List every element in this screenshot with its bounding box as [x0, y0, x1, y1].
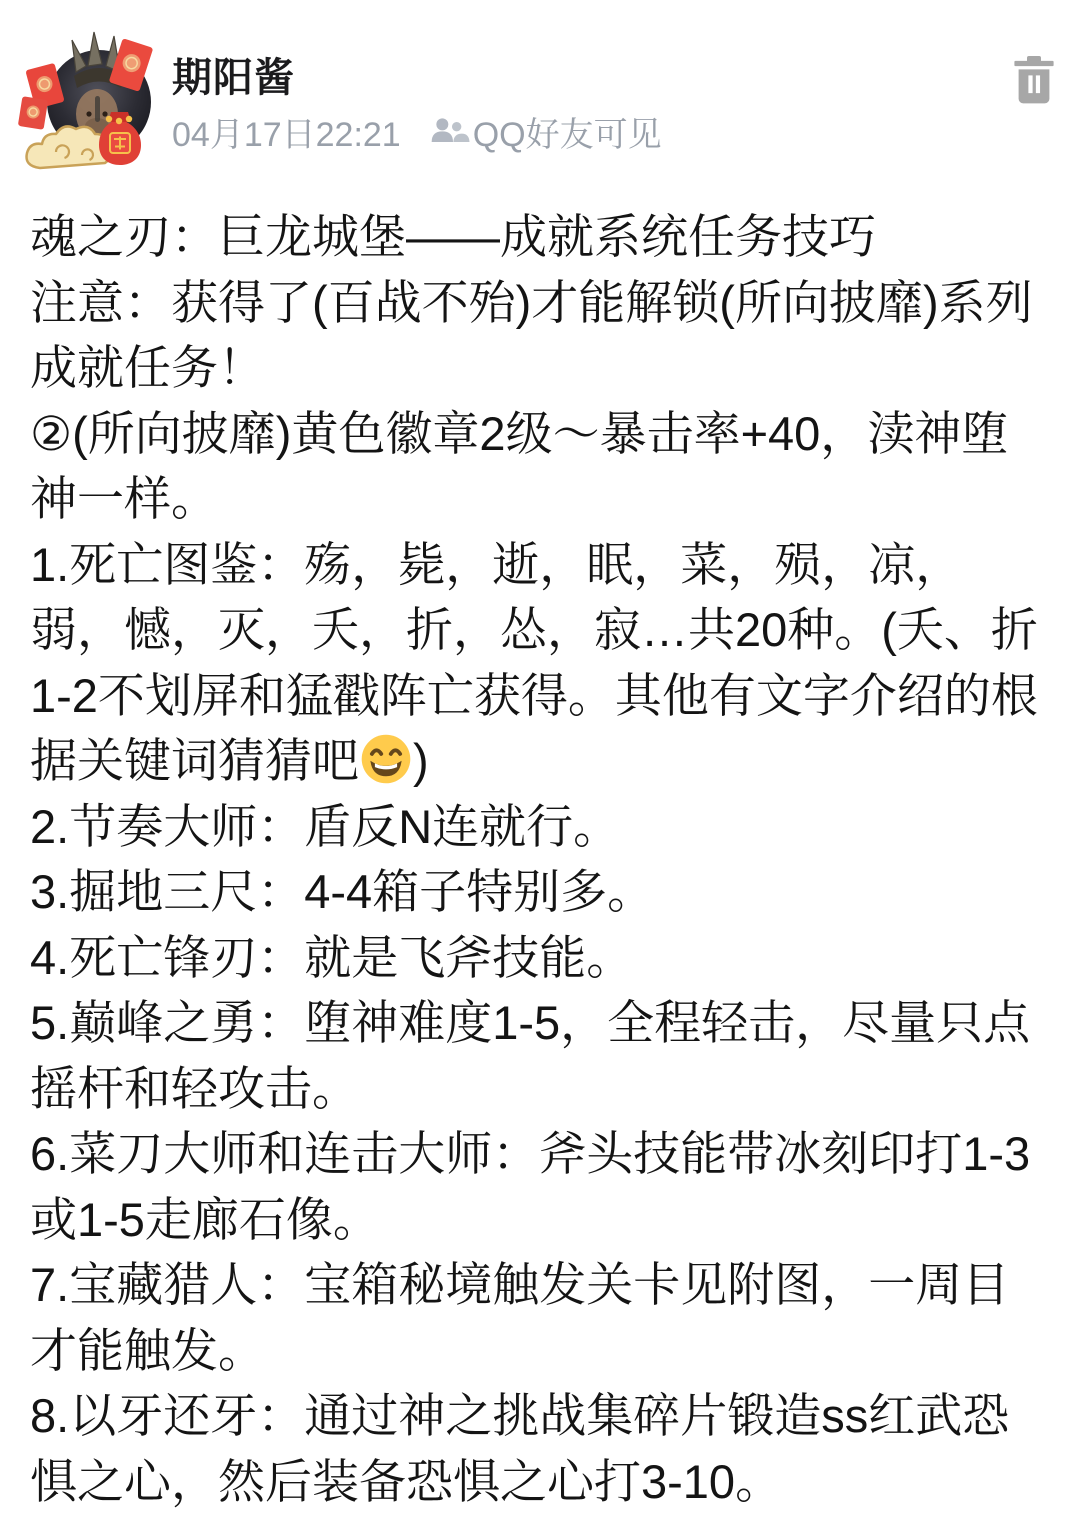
post-content	[30, 204, 1060, 1514]
post-text-line	[30, 335, 1060, 401]
grinning-emoji	[359, 732, 413, 786]
post-text-line	[30, 1449, 1060, 1515]
delete-button[interactable]	[1006, 52, 1062, 110]
post-text-line	[30, 270, 1060, 336]
post-text: 1.死亡图鉴：殇，毙，逝，眠，菜，殒，凉，	[30, 537, 963, 591]
post-text: 6.菜刀大师和连击大师：斧头技能带冰刻印打1-3	[30, 1127, 1031, 1180]
post-text: ②(所向披靡)黄色徽章2级～暴击率+40，渎神堕	[30, 406, 1009, 460]
post-text: 神一样。	[30, 472, 218, 525]
post-text-line	[30, 466, 1060, 532]
post-text-line	[30, 1383, 1060, 1449]
post-text: 成就任务！	[30, 341, 265, 394]
post-text-line	[30, 728, 1060, 794]
avatar-decorated-image	[14, 20, 166, 172]
post-text-line	[30, 663, 1060, 729]
post-text: 5.巅峰之勇：堕神难度1-5，全程轻击，尽量只点	[30, 996, 1031, 1049]
post-text-line	[30, 401, 1060, 467]
post-text-line	[30, 1121, 1060, 1187]
post-text-line	[30, 1252, 1060, 1318]
trash-icon	[1006, 52, 1062, 110]
post-text: 才能触发。	[30, 1323, 265, 1377]
post-text: 摇杆和轻攻击。	[30, 1061, 359, 1115]
post-text: 或1-5走廊石像。	[30, 1192, 380, 1246]
friends-icon	[427, 111, 471, 151]
post-text-line	[30, 1187, 1060, 1253]
post-text: )	[413, 734, 429, 787]
post-text-line	[30, 794, 1060, 860]
post-text-line	[30, 204, 1060, 270]
post-text: 3.掘地三尺：4-4箱子特别多。	[30, 865, 655, 918]
post-text-line	[30, 990, 1060, 1056]
post-text: 8.以牙还牙：通过神之挑战集碎片锻造ss红武恐	[30, 1389, 1010, 1442]
avatar[interactable]	[14, 20, 166, 172]
post-timestamp: 04月17日22:21	[172, 115, 401, 154]
post-text-line	[30, 1318, 1060, 1384]
post-text-line	[30, 1056, 1060, 1122]
post-text-line	[30, 859, 1060, 925]
post-text: 弱，憾，灭，夭，折，怂，寂…共20种。(夭、折	[30, 603, 1038, 656]
post-text: 据关键词猜猜吧	[30, 734, 359, 787]
post-text-line	[30, 597, 1060, 663]
post-text: 7.宝藏猎人：宝箱秘境触发关卡见附图，一周目	[30, 1258, 1010, 1311]
author-name[interactable]: 期阳酱	[172, 56, 295, 100]
red-envelope	[18, 96, 48, 130]
post-text-line	[30, 925, 1060, 991]
post-text: 2.节奏大师：盾反N连就行。	[30, 799, 621, 853]
post-text: 魂之刃：巨龙城堡——成就系统任务技巧	[30, 210, 876, 263]
post-header	[0, 0, 1080, 180]
post-meta	[172, 108, 662, 154]
visibility-label: QQ好友可见	[472, 115, 662, 154]
visibility-badge	[427, 107, 662, 156]
post-text: 4.死亡锋刃：就是飞斧技能。	[30, 930, 634, 984]
post-text: 注意：获得了(百战不殆)才能解锁(所向披靡)系列	[30, 275, 1033, 329]
post-text: 惧之心，然后装备恐惧之心打3-10。	[30, 1454, 783, 1508]
post-text: 1-2不划屏和猛戳阵亡获得。其他有文字介绍的根	[30, 668, 1038, 722]
post-text-line	[30, 532, 1060, 598]
